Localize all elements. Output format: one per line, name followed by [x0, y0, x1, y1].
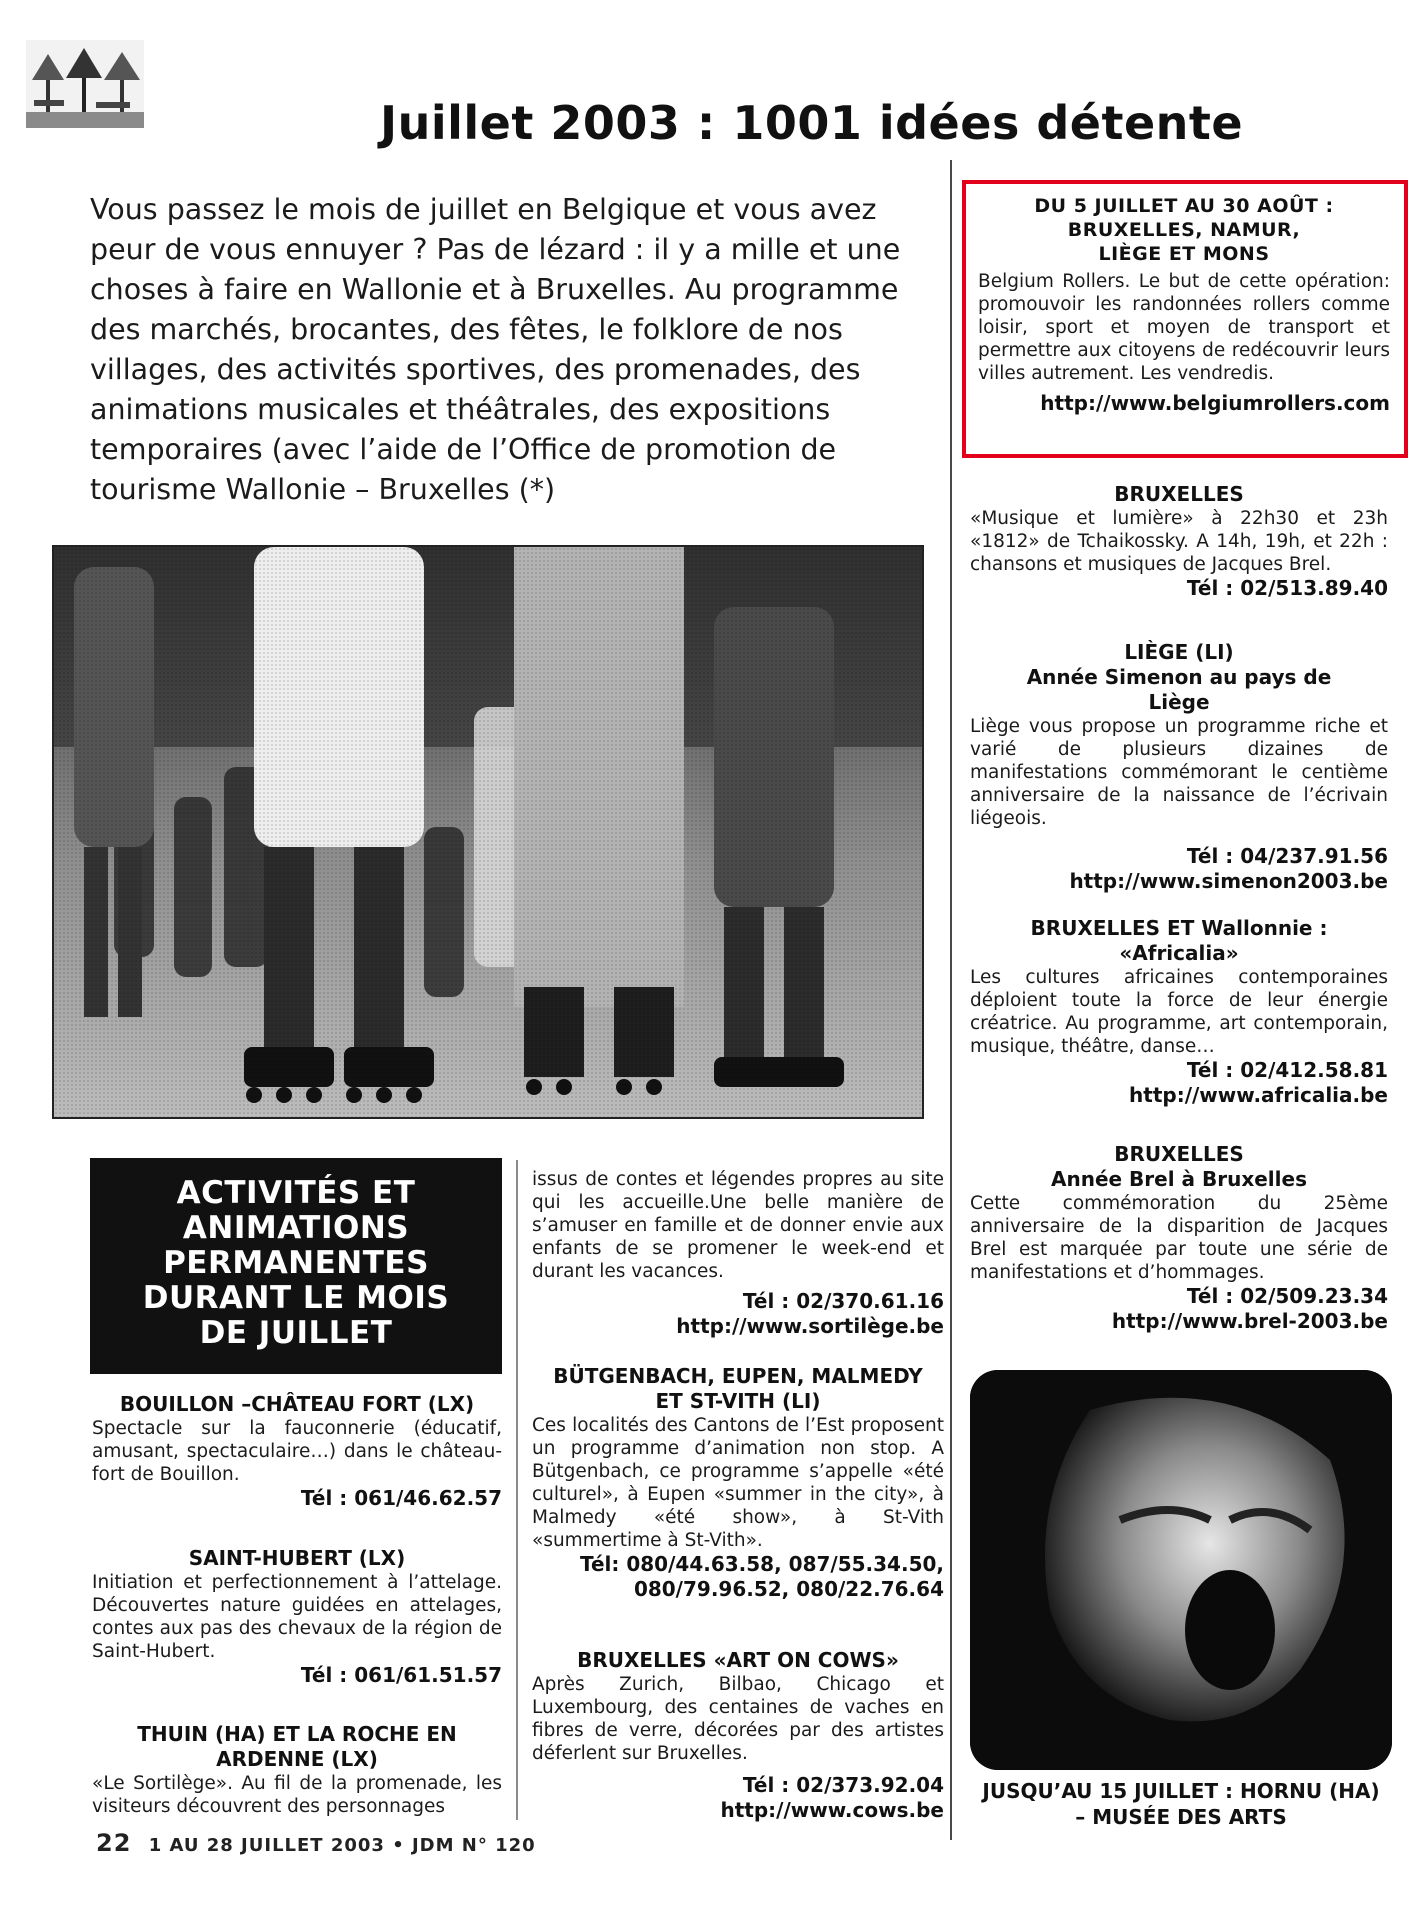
section-heading-box — [90, 1158, 502, 1374]
listing-phone: Tél : 02/370.61.16 — [742, 1289, 944, 1313]
listing-subtitle: Année Simenon au pays de Liège — [1026, 665, 1332, 714]
listing-thuin — [92, 1722, 502, 1818]
listing-phone: Tél : 02/412.58.81 — [1186, 1058, 1388, 1082]
rollers-photo — [52, 545, 924, 1119]
listing-title: BÜTGENBACH, EUPEN, MALMEDY ET ST-VITH (LI) — [553, 1364, 923, 1413]
highlight-url: http://www.belgiumrollers.com — [1040, 391, 1390, 415]
listing-sortilege-continued — [532, 1168, 944, 1339]
section-heading-line: PERMANENTES — [163, 1245, 429, 1281]
listing-title: SAINT-HUBERT (LX) — [188, 1546, 406, 1570]
page-title: Juillet 2003 : 1001 idées détente — [380, 96, 1244, 150]
intro-paragraph: Vous passez le mois de juillet en Belgique et vous avez peur de vous ennuyer ? Pas de lézard : il y a mille et une choses à faire en Wallonie et à Bruxelles. Au programme des marchés, brocantes, des fêtes, le folklore de nos villages, des activités sportives, des promenades, des animations musicales et théâtrales, des expositions temporaires (avec l’aide de l’Office de promotion de tourisme Wallonie – Bruxelles (*) — [90, 193, 901, 506]
listing-title: LIÈGE (LI) — [1124, 640, 1234, 664]
listing-url: http://www.sortilège.be — [676, 1314, 944, 1338]
listing-phone: Tél: 080/44.63.58, 087/55.34.50, — [579, 1552, 944, 1576]
highlight-body: Belgium Rollers. Le but de cette opération: promouvoir les randonnées rollers comme loisir, sport et moyen de transport et permettre aux citoyens de redécouvrir leurs villes autrement. Les vendredis. — [978, 271, 1390, 384]
listing-url: http://www.africalia.be — [1129, 1083, 1388, 1107]
listing-body: Liège vous propose un programme riche et varié de plusieurs dizaines de manifestations commémorant le centième anniversaire de la naissance de l’écrivain liégeois. — [970, 716, 1388, 829]
listing-body: Les cultures africaines contemporaines déploient toute la force de leur énergie créatrice. Au programme, art contemporain, musique, théâtre, danse… — [970, 967, 1388, 1057]
highlight-box-belgium-rollers — [962, 180, 1408, 458]
listing-body: «Le Sortilège». Au fil de la promenade, les visiteurs découvrent des personnages — [92, 1773, 502, 1817]
listing-body: Spectacle sur la fauconnerie (éducatif, amusant, spectaculaire…) dans le château-fort de Bouillon. — [92, 1418, 502, 1485]
section-heading-line: ACTIVITÉS ET — [176, 1175, 416, 1211]
section-heading-line: DURANT LE MOIS — [142, 1280, 450, 1316]
listing-title: BRUXELLES — [1114, 482, 1244, 506]
listing-body: Initiation et perfectionnement à l’attelage. Découvertes nature guidées en attelages, contes aux pas des chevaux de la région de Saint-Hubert. — [92, 1572, 502, 1662]
listing-phone: 080/79.96.52, 080/22.76.64 — [633, 1577, 944, 1601]
listing-body: Ces localités des Cantons de l’Est proposent un programme d’animation non stop. A Bütgenbach, ce programme s’appelle «été culturel», à Eupen «summer in the city», à Malmedy «été show», à St-Vith «summertime à St-Vith». — [532, 1415, 944, 1551]
listing-title: BRUXELLES «ART ON COWS» — [577, 1648, 899, 1672]
listing-url: http://www.cows.be — [720, 1798, 944, 1822]
listing-bouillon — [92, 1392, 502, 1511]
listing-saint-hubert — [92, 1546, 502, 1688]
listing-title: BRUXELLES — [1114, 1142, 1244, 1166]
issue-info: 1 AU 28 JUILLET 2003 • JDM N° 120 — [148, 1835, 536, 1856]
highlight-title-line3: LIÈGE ET MONS — [1098, 243, 1270, 265]
listing-phone: Tél : 04/237.91.56 — [1186, 844, 1388, 868]
listing-phone: Tél : 02/513.89.40 — [1186, 576, 1388, 600]
listing-liege-simenon — [970, 640, 1388, 894]
highlight-title-line2: BRUXELLES, NAMUR, — [1067, 219, 1301, 241]
page-number: 22 — [96, 1829, 132, 1857]
listing-phone: Tél : 061/46.62.57 — [300, 1486, 502, 1510]
listing-body: Après Zurich, Bilbao, Chicago et Luxembourg, des centaines de vaches en fibres de verre, décorées par des artistes déferlent sur Bruxelles. — [532, 1674, 944, 1764]
page-footer — [96, 1829, 536, 1857]
listing-bruxelles-musique — [970, 482, 1388, 601]
highlight-title-line1: DU 5 JUILLET AU 30 AOÛT : — [1034, 195, 1334, 217]
listing-phone: Tél : 02/509.23.34 — [1186, 1284, 1388, 1308]
listing-url: http://www.simenon2003.be — [1069, 869, 1388, 893]
portrait-caption: JUSQU’AU 15 JUILLET : HORNU (HA) – MUSÉE DES ARTS — [982, 1779, 1380, 1829]
listing-subtitle: Année Brel à Bruxelles — [1051, 1167, 1307, 1191]
listing-cantons-est — [532, 1364, 944, 1602]
listing-title: THUIN (HA) ET LA ROCHE EN ARDENNE (LX) — [137, 1722, 457, 1771]
section-heading-line: DE JUILLET — [199, 1315, 393, 1351]
corner-illustration — [26, 40, 144, 128]
listing-phone: Tél : 061/61.51.57 — [300, 1663, 502, 1687]
listing-body: «Musique et lumière» à 22h30 et 23h «1812» de Tchaikossky. A 14h, 19h, et 22h : chansons et musiques de Jacques Brel. — [970, 508, 1388, 575]
listing-art-on-cows — [532, 1648, 944, 1823]
column-divider — [516, 1160, 518, 1820]
listing-title: BOUILLON –CHÂTEAU FORT (LX) — [119, 1392, 475, 1416]
column-divider — [950, 160, 952, 1840]
listing-url: http://www.brel-2003.be — [1111, 1309, 1388, 1333]
listing-body: issus de contes et légendes propres au site qui les accueille.Une belle manière de s’amuser en famille et de donner envie aux enfants de se promener le week-end et durant les vacances. — [532, 1169, 944, 1282]
listing-annee-brel — [970, 1142, 1388, 1334]
section-heading-line: ANIMATIONS — [182, 1210, 410, 1246]
listing-subtitle: «Africalia» — [1119, 941, 1239, 965]
portrait-photo — [970, 1370, 1392, 1770]
listing-title: BRUXELLES ET Wallonnie : — [1030, 916, 1328, 940]
listing-africalia — [970, 916, 1388, 1108]
listing-phone: Tél : 02/373.92.04 — [742, 1773, 944, 1797]
listing-body: Cette commémoration du 25ème anniversaire de la disparition de Jacques Brel est marquée par toute une série de manifestations et d’hommages. — [970, 1193, 1388, 1283]
